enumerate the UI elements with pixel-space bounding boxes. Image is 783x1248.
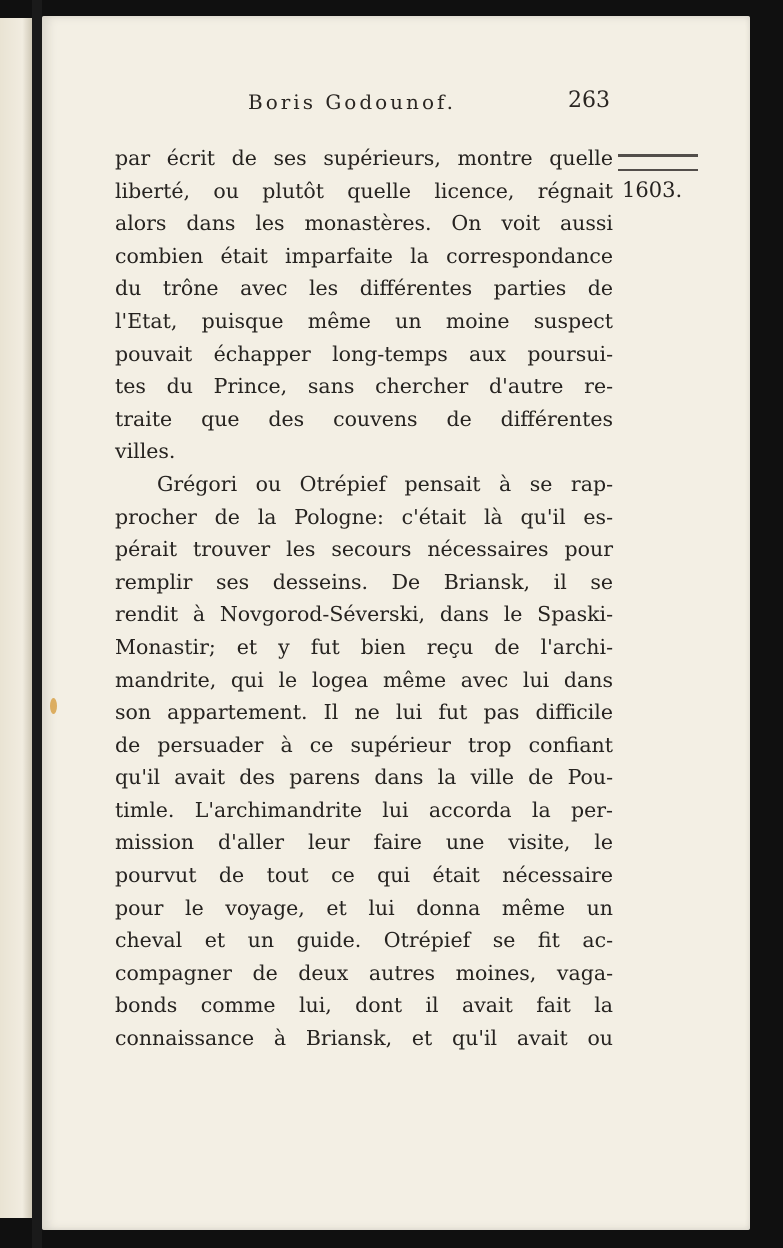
text-line: son appartement. Il ne lui fut pas difficile [115, 700, 613, 725]
text-line: mission d'aller leur faire une visite, le [115, 830, 613, 855]
book-gutter [32, 0, 42, 1248]
margin-year: 1603. [622, 178, 683, 202]
text-line: pour le voyage, et lui donna même un [115, 895, 613, 920]
text-line: combien était imparfaite la correspondance [115, 243, 613, 268]
text-line: cheval et un guide. Otrépief se fit ac- [115, 928, 613, 953]
text-line: procher de la Pologne: c'était là qu'il es- [115, 504, 613, 529]
text-line: l'Etat, puisque même un moine suspect [115, 308, 613, 333]
text-line: Monastir; et y fut bien reçu de l'archi- [115, 634, 613, 659]
text-line: mandrite, qui le logea même avec lui dans [115, 667, 613, 692]
page-number: 263 [568, 88, 610, 113]
body-text [115, 142, 613, 1055]
text-line: rendit à Novgorod-Séverski, dans le Spaski- [115, 602, 613, 627]
paragraph-start-line: Grégori ou Otrépief pensait à se rap- [157, 471, 613, 496]
text-line: pouvait échapper long-temps aux poursui- [115, 341, 613, 366]
text-line: alors dans les monastères. On voit aussi [115, 211, 613, 236]
text-line: compagner de deux autres moines, vaga- [115, 960, 613, 985]
facing-page-edge [0, 18, 34, 1218]
text-line: connaissance à Briansk, et qu'il avait ou [115, 1026, 613, 1051]
text-line: bonds comme lui, dont il avait fait la [115, 993, 613, 1018]
text-line: timle. L'archimandrite lui accorda la per- [115, 797, 613, 822]
running-title: Boris Godounof. [248, 90, 457, 114]
page-stain [50, 698, 57, 714]
text-line: pérait trouver les secours nécessaires pour [115, 537, 613, 562]
page-header [42, 86, 750, 126]
margin-rule [618, 154, 698, 171]
text-line: villes. [115, 439, 176, 464]
text-line: traite que des couvens de différentes [115, 406, 613, 431]
text-line: tes du Prince, sans chercher d'autre re- [115, 374, 613, 399]
text-line: remplir ses desseins. De Briansk, il se [115, 569, 613, 594]
text-line: de persuader à ce supérieur trop confiant [115, 732, 613, 757]
text-line: pourvut de tout ce qui était nécessaire [115, 863, 613, 888]
book-page [42, 16, 750, 1230]
text-line: liberté, ou plutôt quelle licence, régnait [115, 178, 613, 203]
text-line: du trône avec les différentes parties de [115, 276, 613, 301]
text-line: par écrit de ses supérieurs, montre quelle [115, 146, 613, 170]
text-line: qu'il avait des parens dans la ville de Pou- [115, 765, 613, 790]
